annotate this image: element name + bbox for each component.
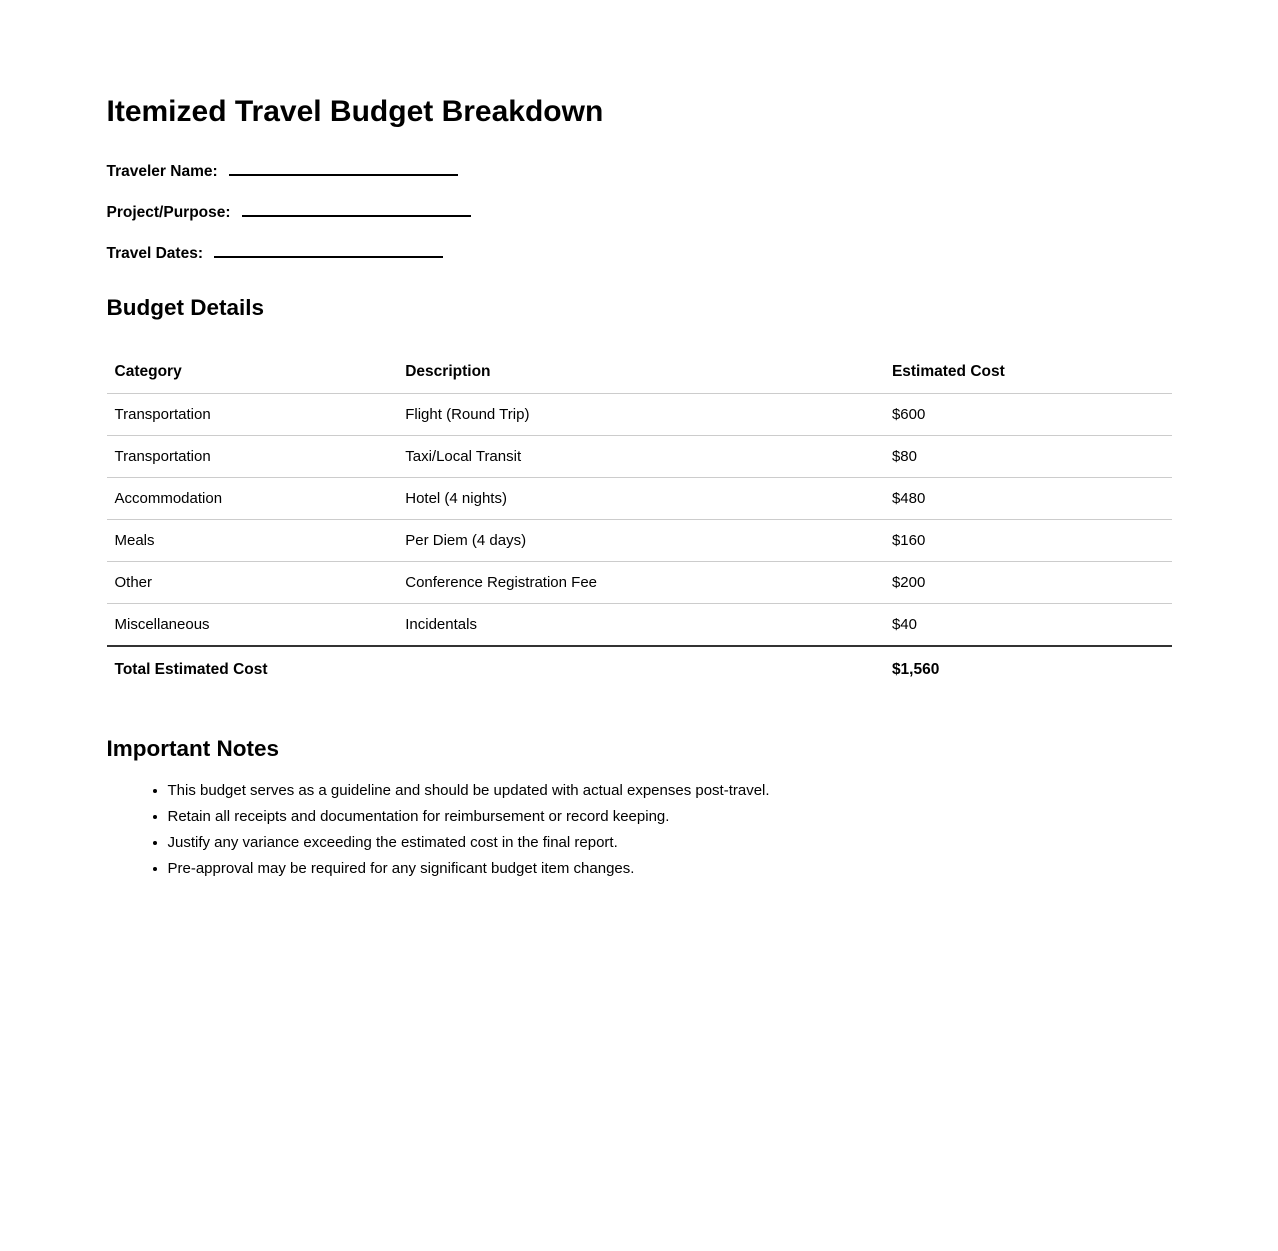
cell-cost: $200 — [884, 561, 1172, 603]
total-label: Total Estimated Cost — [107, 646, 398, 691]
table-row — [107, 393, 1172, 435]
table-row — [107, 477, 1172, 519]
cell-category: Miscellaneous — [114, 615, 210, 633]
cell-description: Flight (Round Trip) — [397, 393, 884, 435]
table-row — [107, 435, 1172, 477]
traveler-name-label: Traveler Name: — [106, 162, 218, 180]
budget-details-heading: Budget Details — [106, 294, 265, 320]
table-header-row — [107, 351, 1172, 394]
note-item: • Pre-approval may be required for any significant budget item changes. — [168, 860, 1172, 878]
cell-cost: $480 — [884, 477, 1172, 519]
header-category: Category — [107, 351, 398, 394]
travel-dates-field — [107, 242, 1172, 266]
project-purpose-blank-line — [242, 201, 471, 217]
traveler-name-blank-line — [229, 160, 458, 176]
page-title: Itemized Travel Budget Breakdown — [106, 95, 604, 128]
budget-table — [107, 351, 1172, 691]
cell-cost: $600 — [884, 393, 1172, 435]
note-item: • Retain all receipts and documentation for reimbursement or record keeping. — [168, 808, 1172, 826]
cell-description: Conference Registration Fee — [397, 561, 884, 603]
document-content — [107, 0, 1172, 878]
total-row — [107, 646, 1172, 691]
cell-category: Transportation — [107, 435, 398, 477]
table-row — [107, 603, 1172, 646]
cell-description: Taxi/Local Transit — [397, 435, 884, 477]
cell-description: Incidentals — [405, 615, 477, 633]
cell-cost: $40 — [891, 615, 917, 633]
travel-dates-label: Travel Dates: — [106, 244, 203, 262]
project-purpose-field — [107, 201, 1172, 225]
cell-description: Per Diem (4 days) — [397, 519, 884, 561]
notes-list — [107, 782, 1172, 878]
cell-cost: $160 — [884, 519, 1172, 561]
cell-category: Transportation — [107, 393, 398, 435]
traveler-name-field — [107, 160, 1172, 184]
table-row — [107, 519, 1172, 561]
header-description: Description — [397, 351, 884, 394]
header-estimated-cost: Estimated Cost — [884, 351, 1172, 394]
travel-dates-blank-line — [214, 242, 443, 258]
cell-cost: $80 — [884, 435, 1172, 477]
note-item: • Justify any variance exceeding the estimated cost in the final report. — [168, 834, 1172, 852]
cell-description: Hotel (4 nights) — [397, 477, 884, 519]
table-row — [107, 561, 1172, 603]
cell-category: Other — [107, 561, 398, 603]
total-spacer — [397, 646, 884, 691]
cell-category: Accommodation — [107, 477, 398, 519]
project-purpose-label: Project/Purpose: — [106, 203, 231, 221]
cell-category: Meals — [107, 519, 398, 561]
note-item: • This budget serves as a guideline and should be updated with actual expenses post-travel. — [168, 782, 1172, 800]
total-value: $1,560 — [884, 646, 1172, 691]
important-notes-heading: Important Notes — [106, 735, 280, 761]
